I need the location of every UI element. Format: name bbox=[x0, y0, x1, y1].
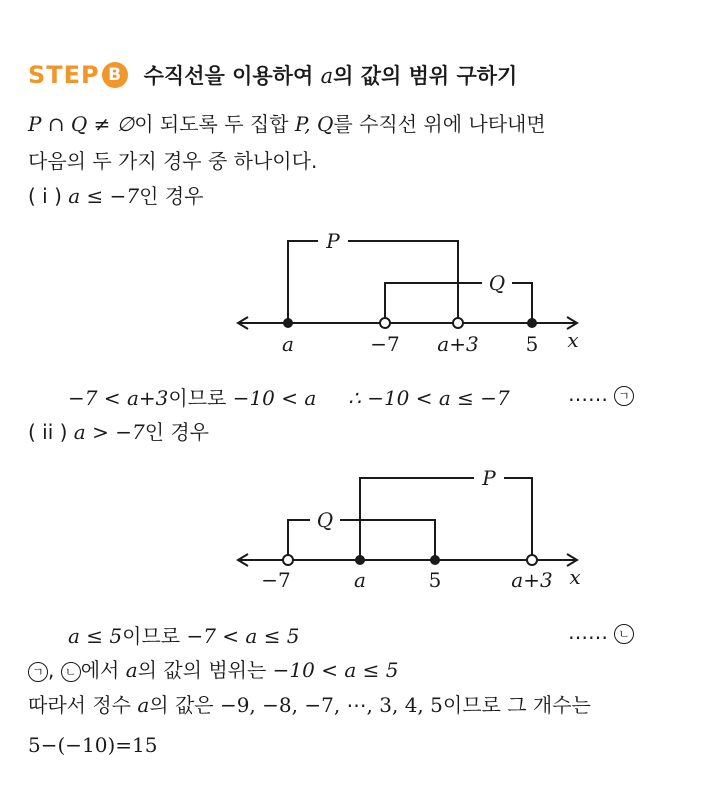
case1-heading: ( i ) a ≤ −7인 경우 bbox=[28, 184, 204, 208]
case2-result: a ≤ 5이므로 −7 < a ≤ 5 bbox=[68, 624, 300, 648]
point-5 bbox=[527, 318, 537, 328]
point-neg7 bbox=[380, 318, 390, 328]
tick-label-a-plus-3: a+3 bbox=[511, 568, 553, 592]
point-a-plus-3 bbox=[453, 318, 463, 328]
intersection-condition: P ∩ Q ≠ ∅ bbox=[28, 112, 135, 136]
step-label: STEP bbox=[28, 61, 100, 89]
point-5 bbox=[430, 555, 440, 565]
tick-label-5: 5 bbox=[525, 332, 539, 356]
step-title: 수직선을 이용하여 a의 값의 범위 구하기 bbox=[143, 64, 518, 88]
set-label-q: Q bbox=[316, 508, 334, 532]
conclusion-line-2: 따라서 정수 a의 값은 −9, −8, −7, ⋯, 3, 4, 5이므로 그 개수는 bbox=[28, 693, 591, 717]
tick-label-a: a bbox=[282, 332, 294, 356]
tick-label-a-plus-3: a+3 bbox=[437, 332, 479, 356]
point-a-plus-3 bbox=[527, 555, 537, 565]
set-label-p: P bbox=[326, 229, 340, 253]
set-label-q: Q bbox=[488, 271, 506, 295]
point-a bbox=[355, 555, 365, 565]
point-neg7 bbox=[283, 555, 293, 565]
ref-tag-2: ㄴ bbox=[61, 662, 81, 682]
axis-label-x: x bbox=[569, 565, 581, 589]
tick-label-neg7: −7 bbox=[370, 332, 400, 356]
case2-tag: …… ㄴ bbox=[568, 620, 634, 644]
tick-label-neg7: −7 bbox=[261, 568, 291, 592]
case2-number-line bbox=[230, 465, 600, 600]
conclusion-line-1: ㄱ , ㄴ 에서 a의 값의 범위는 −10 < a ≤ 5 bbox=[28, 654, 398, 683]
case1-tag: …… ㄱ bbox=[568, 382, 634, 406]
step-header bbox=[28, 60, 517, 90]
axis-label-x: x bbox=[567, 328, 579, 352]
case1-result: −7 < a+3이므로 −10 < a ∴ −10 < a ≤ −7 bbox=[68, 386, 510, 410]
case1-number-line bbox=[230, 225, 600, 360]
final-answer: 5−(−10)=15 bbox=[28, 733, 158, 757]
intro-line-2: 다음의 두 가지 경우 중 하나이다. bbox=[28, 149, 318, 173]
point-a bbox=[283, 318, 293, 328]
ref-tag-1: ㄱ bbox=[28, 662, 48, 682]
case2-heading: ( ii ) a > −7인 경우 bbox=[28, 420, 210, 444]
set-label-p: P bbox=[482, 466, 496, 490]
intro-line-1: P ∩ Q ≠ ∅이 되도록 두 집합 P, Q를 수직선 위에 나타내면 bbox=[28, 112, 546, 136]
tick-label-5: 5 bbox=[428, 568, 442, 592]
tick-label-a: a bbox=[354, 568, 366, 592]
step-badge: B bbox=[102, 62, 128, 88]
conclusion-line-3 bbox=[28, 733, 158, 757]
